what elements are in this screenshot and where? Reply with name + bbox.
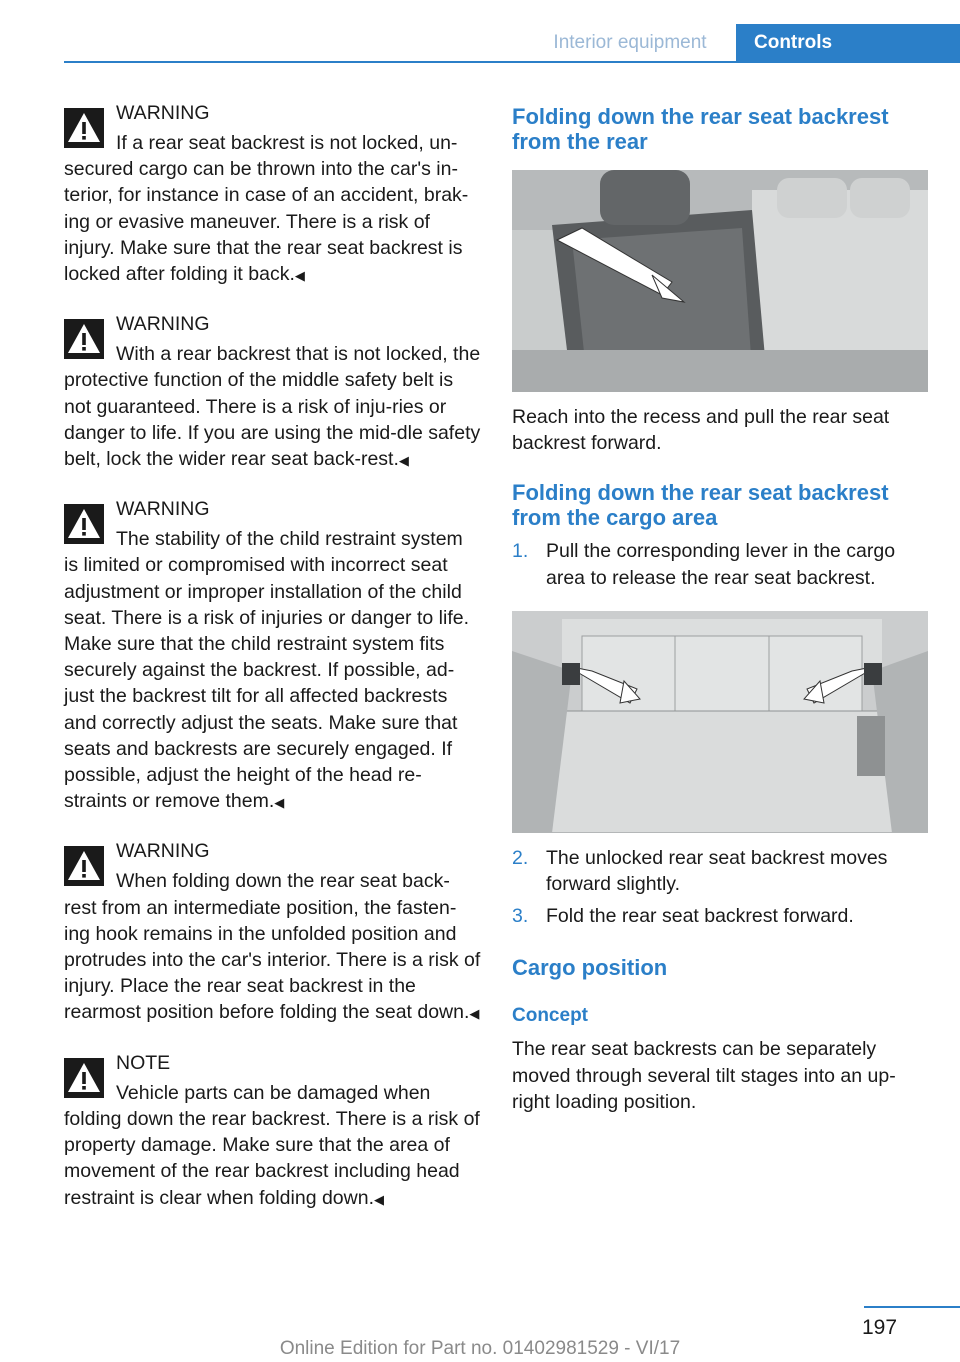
header-rule — [64, 61, 960, 63]
end-mark: ◀ — [398, 453, 409, 469]
text-fold-from-rear: Reach into the recess and pull the rear seat backrest forward. — [512, 406, 890, 455]
warning-triangle-icon — [64, 319, 104, 359]
text-concept: The rear seat backrests can be separately moved through several tilt stages into an up-right loading position. — [512, 1038, 896, 1113]
warning-block — [64, 311, 482, 474]
step-number: 1. — [512, 540, 529, 563]
warning-text: With a rear backrest that is not locked, the protective function of the middle safety belt is not guaranteed. There is a risk of inju-ries or danger to life. If you are using the mid-dle safety belt, lock the wider rear seat back-rest. — [64, 343, 481, 471]
heading-fold-from-cargo: Folding down the rear seat backrest from the cargo area — [512, 480, 889, 531]
warnings-column — [64, 100, 482, 1235]
end-mark: ◀ — [294, 268, 305, 284]
warning-text: If a rear seat backrest is not locked, un-secured cargo can be thrown into the car's in-terior, for instance in case of an accident, brak-ing or evasive maneuver. There is a risk of injury. Make sure that the rear seat backrest is locked after folding it back. — [64, 132, 469, 286]
warning-triangle-icon — [64, 108, 104, 148]
note-block — [64, 1050, 482, 1213]
footer-rule — [864, 1306, 960, 1308]
header-chapter-tab: Controls — [736, 24, 960, 61]
subheading-concept: Concept — [512, 1005, 588, 1027]
step-text: The unlocked rear seat backrest moves forward slightly. — [546, 846, 888, 896]
warning-title: WARNING — [116, 840, 210, 863]
warning-triangle-icon — [64, 846, 104, 886]
warning-text: When folding down the rear seat back-rest from an intermediate position, the fasten-ing hook remains in the unfolded position and protrudes into the car's interior. There is a risk of injury. Place the rear seat backrest in the rearmost position before folding the seat down. — [64, 870, 481, 1024]
step-item — [512, 538, 928, 590]
step-text: Pull the corresponding lever in the cargo area to release the rear seat backrest. — [546, 540, 896, 589]
warning-triangle-icon — [64, 1058, 104, 1098]
rear-seat-backrest-photo — [512, 170, 928, 392]
step-item — [512, 845, 928, 897]
note-title: NOTE — [116, 1051, 171, 1074]
warning-triangle-icon — [64, 504, 104, 544]
warning-title: WARNING — [116, 102, 210, 124]
end-mark: ◀ — [374, 1191, 384, 1207]
step-item — [512, 903, 928, 929]
step-number: 2. — [512, 846, 529, 869]
step-text: Fold the rear seat backrest forward. — [546, 905, 854, 928]
edition-footer: Online Edition for Part no. 01402981529 - VI/17 — [279, 1338, 681, 1359]
instructions-column — [512, 100, 928, 1115]
warning-text: The stability of the child restraint system is limited or compromised with incorrect seat adjustment or improper installation of the child seat. There is a risk of injuries or danger to life. Make sure that the child restraint system fits securely against the backrest. If possible, ad-just the backrest tilt for all affected backrests and correctly adjust the seats. Make sure that seats and backrests are securely engaged. If possible, adjust the height of the head re-straints or remove them. — [64, 528, 469, 813]
header-section-title: Interior equipment — [553, 31, 707, 53]
warning-block — [64, 496, 482, 816]
heading-cargo-position: Cargo position — [512, 955, 668, 981]
end-mark: ◀ — [274, 795, 285, 811]
cargo-area-photo — [512, 611, 928, 833]
heading-fold-from-rear: Folding down the rear seat backrest from the rear — [512, 104, 889, 154]
warning-title: WARNING — [116, 498, 210, 521]
warning-title: WARNING — [116, 313, 210, 336]
note-text: Vehicle parts can be damaged when folding down the rear backrest. There is a risk of property damage. Make sure that the area of movement of the rear backrest including head restraint is clear when folding down. — [64, 1081, 480, 1209]
warning-block — [64, 838, 482, 1027]
page-number: 197 — [862, 1316, 898, 1339]
step-number: 3. — [512, 905, 529, 928]
end-mark: ◀ — [469, 1006, 480, 1022]
warning-block — [64, 100, 482, 289]
